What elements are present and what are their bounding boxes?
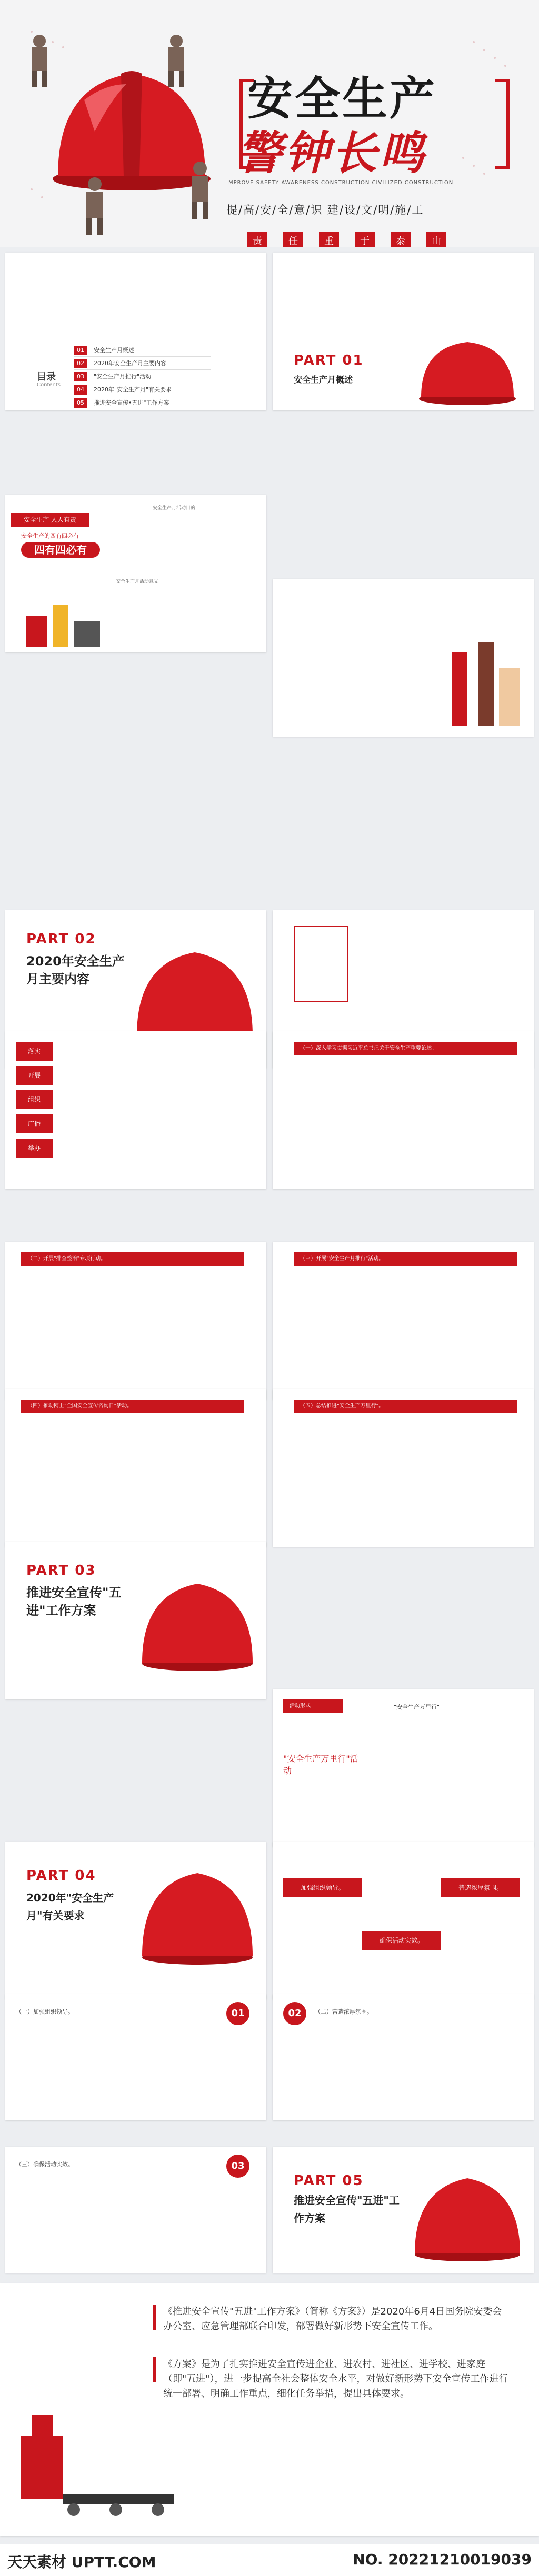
watermark-right: NO. 20221210019039	[353, 2551, 532, 2568]
poster-image	[294, 926, 348, 1002]
slide-part-05	[273, 2147, 534, 2273]
part-title: 2020年安全生产月主要内容	[26, 954, 125, 987]
activity-main: "安全生产万里行"活动	[283, 1754, 358, 1776]
activity-quote: "安全生产万里行"	[394, 1704, 440, 1710]
toc-item[interactable]: 03 "安全生产月推行"活动	[74, 371, 211, 383]
requirement-heading: （三）确保活动实效。	[16, 2161, 74, 2168]
slide-requirement-03	[5, 2147, 266, 2273]
hero-motto	[247, 232, 446, 247]
slide-badges	[5, 495, 266, 652]
motto-char: 山	[426, 232, 446, 247]
part-label: PART 02	[26, 931, 96, 947]
side-tab[interactable]: 广播	[16, 1114, 53, 1133]
part-label: PART 05	[294, 2173, 364, 2189]
hero-subtitle-en: IMPROVE SAFETY AWARENESS CONSTRUCTION CIVILIZED CONSTRUCTION	[226, 180, 454, 186]
section-banner: （三）开展"安全生产月推行"活动。	[294, 1252, 517, 1266]
factory-illustration	[21, 595, 105, 647]
construction-worker-figure	[21, 32, 58, 89]
toc-item[interactable]: 02 2020年安全生产月主要内容	[74, 358, 211, 370]
slide-banner-5	[273, 1389, 534, 1547]
badge-slogan: 安全生产 人人有责	[11, 513, 89, 527]
slide-main-content-list	[5, 1031, 266, 1189]
requirement-heading: （二）营造浓厚氛围。	[315, 2008, 373, 2015]
conveyor-robot-illustration	[11, 2404, 179, 2531]
part-label: PART 04	[26, 1868, 96, 1884]
slide-requirements	[273, 1842, 534, 1999]
slide-factory	[273, 579, 534, 737]
toc-item[interactable]: 05 推进安全宣传•五进"工作方案	[74, 397, 211, 409]
hero-title-line1: 安全生产	[247, 73, 437, 125]
construction-worker-figure	[179, 158, 221, 221]
section-banner: （二）开展"排查整治"专项行动。	[21, 1252, 244, 1266]
requirement-number: 01	[226, 2002, 249, 2025]
slide-table-of-contents	[5, 253, 266, 410]
requirement-number: 02	[283, 2002, 306, 2025]
accent-bar	[153, 2357, 156, 2382]
slide-heading: 安全生产月活动目的	[153, 506, 196, 511]
construction-worker-figure	[74, 174, 116, 237]
section-banner: （五）总结推进"安全生产万里行"。	[294, 1400, 517, 1413]
toc-item[interactable]: 01 安全生产月概述	[74, 345, 211, 357]
slide-banner-1	[273, 1031, 534, 1189]
motto-char: 重	[319, 232, 339, 247]
slide-banner-4	[5, 1389, 266, 1547]
watermark-footer	[0, 2544, 539, 2576]
construction-worker-figure	[158, 32, 195, 89]
part-label: PART 01	[294, 353, 364, 368]
requirement-pill: 普造浓厚氛围。	[441, 1878, 520, 1897]
side-tab[interactable]: 举办	[16, 1139, 53, 1158]
part-title: 2020年"安全生产月"有关要求	[26, 1891, 114, 1922]
paragraph: 《推进安全宣传"五进"工作方案》（简称《方案》）是2020年6月4日国务院安委会办公室、应急管理部联合印发，部署做好新形势下安全宣传工作。	[163, 2306, 502, 2332]
hero-slogan: 提/高/安/全/意/识 建/设/文/明/施/工	[226, 204, 424, 216]
red-safety-helmet-image	[415, 337, 520, 405]
side-tab[interactable]: 落实	[16, 1042, 53, 1061]
requirement-pill: 加强组织领导。	[283, 1878, 362, 1897]
section-banner: （一）深入学习贯彻习近平总书记关于安全生产重要论述。	[294, 1042, 517, 1055]
badge-subtext: 安全生产的四有四必有	[21, 532, 79, 539]
motto-char: 于	[355, 232, 375, 247]
section-banner: （四）推动网上"全国安全宣传咨询日"活动。	[21, 1400, 244, 1413]
red-safety-helmet-image	[137, 1573, 258, 1673]
requirement-heading: （一）加强组织领导。	[16, 2008, 74, 2015]
slide-requirement-02	[273, 1994, 534, 2120]
part-title: 安全生产月概述	[294, 375, 353, 385]
slide-part-04	[5, 1842, 266, 1999]
badge-four-have: 四有四必有	[21, 542, 100, 558]
title-bracket-right	[495, 79, 510, 169]
part-title: 推进安全宣传"五进"工作方案	[294, 2194, 400, 2225]
slide-banner-2	[5, 1242, 266, 1400]
watermark-left: 天天素材 UPTT.COM	[7, 2553, 156, 2571]
requirement-number: 03	[226, 2155, 249, 2178]
red-safety-helmet-image	[410, 2168, 525, 2262]
slide-activity	[273, 1689, 534, 1847]
motto-char: 泰	[391, 232, 411, 247]
part-title: 推进安全宣传"五进"工作方案	[26, 1585, 122, 1618]
toc-list	[5, 253, 266, 410]
side-tab[interactable]: 开展	[16, 1066, 53, 1085]
motto-char: 任	[283, 232, 303, 247]
toc-item[interactable]: 04 2020年"安全生产月"有关要求	[74, 384, 211, 396]
toc-title-en: Contents	[37, 382, 61, 388]
part-label: PART 03	[26, 1563, 96, 1578]
slide-banner-3	[273, 1242, 534, 1400]
slide-part-03	[5, 1542, 266, 1699]
red-safety-helmet-image	[137, 1863, 258, 1968]
slide-part-01	[273, 253, 534, 410]
hero-cover	[0, 0, 539, 247]
hero-title-line2: 警钟长鸣	[237, 127, 426, 180]
slide-heading: 安全生产月活动意义	[116, 579, 159, 585]
accent-bar	[153, 2305, 156, 2330]
chimney-illustration	[441, 621, 525, 726]
requirement-pill: 确保活动实效。	[362, 1931, 441, 1950]
activity-label: 活动形式	[283, 1699, 343, 1713]
slide-requirement-01	[5, 1994, 266, 2120]
motto-char: 责	[247, 232, 267, 247]
side-tab[interactable]: 组织	[16, 1090, 53, 1109]
slide-five-into-plan	[0, 2283, 539, 2536]
paragraph: 《方案》是为了扎实推进安全宣传进企业、进农村、进社区、进学校、进家庭（即"五进"），进一步提高全社会整体安全水平，对做好新形势下安全宣传工作进行统一部署、明确工作重点，细化任务举措，提出具体要求。	[163, 2359, 508, 2399]
toc-title: 目录	[37, 371, 56, 383]
